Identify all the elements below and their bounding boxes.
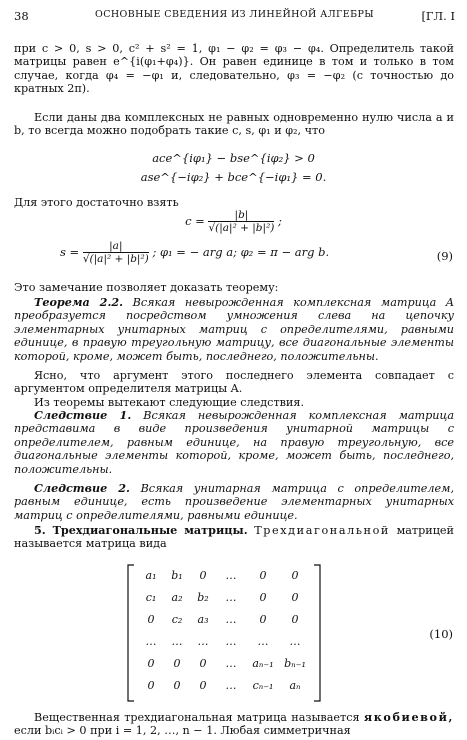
section-5-term: Трехдиагональной bbox=[254, 524, 390, 537]
page-number: 38 bbox=[14, 9, 29, 23]
corollary-2-text: Всякая унитарная матрица с определителем, равным единице, есть произведение элементарных унитарных матриц с определителями, равными единице. bbox=[14, 482, 454, 522]
matrix-cell: … bbox=[289, 635, 301, 648]
paragraph-7 bbox=[14, 711, 454, 738]
eq3-tail: ; bbox=[278, 214, 282, 228]
equation-2: ase^{−iφ₂} + bce^{−iφ₁} = 0. bbox=[140, 170, 327, 184]
section-5-heading: 5. Трехдиагональные матрицы. bbox=[34, 523, 248, 537]
equation-1: ace^{iφ₁} − bse^{iφ₂} > 0 bbox=[152, 151, 315, 165]
matrix-cell: … bbox=[225, 657, 237, 670]
equation-4 bbox=[60, 240, 400, 266]
matrix-cell: b₁ bbox=[171, 569, 183, 582]
equation-number-9: (9) bbox=[436, 249, 453, 263]
matrix-cell: 0 bbox=[199, 657, 207, 670]
paragraph-6: Из теоремы вытекают следующие следствия. bbox=[34, 396, 305, 409]
theorem-2-2 bbox=[14, 296, 454, 363]
matrix-cell: … bbox=[225, 591, 237, 604]
paragraph-4: Это замечание позволяет доказать теорему: bbox=[14, 281, 279, 294]
matrix-cell: … bbox=[225, 679, 237, 692]
eq4-lhs: s = bbox=[60, 245, 80, 259]
matrix-cell: … bbox=[197, 635, 209, 648]
eq4-denominator: √(|a|² + |b|²) bbox=[82, 253, 149, 265]
corollary-1 bbox=[14, 409, 454, 476]
matrix-cell: 0 bbox=[291, 613, 299, 626]
matrix-cell: a₃ bbox=[197, 613, 209, 626]
running-header bbox=[14, 9, 455, 25]
matrix-cell: cₙ₋₁ bbox=[252, 679, 274, 692]
matrix-cell: … bbox=[225, 569, 237, 582]
matrix-cell: a₂ bbox=[171, 591, 183, 604]
theorem-label: Теорема 2.2. bbox=[34, 295, 124, 309]
corollary-2-label: Следствие 2. bbox=[34, 481, 130, 495]
matrix-cell: 0 bbox=[173, 657, 181, 670]
matrix-cell: 0 bbox=[259, 569, 267, 582]
matrix-cell: 0 bbox=[173, 679, 181, 692]
paragraph-7-pre: Вещественная трехдиагональная матрица называется bbox=[34, 711, 360, 724]
matrix-cell: 0 bbox=[291, 569, 299, 582]
section-5-rest: матрицей называется матрица вида bbox=[14, 524, 455, 551]
matrix-cell: 0 bbox=[291, 591, 299, 604]
eq3-fraction bbox=[208, 209, 274, 235]
matrix-cell: a₁ bbox=[145, 569, 157, 582]
paragraph-7-post: если bᵢcᵢ > 0 при i = 1, 2, …, n − 1. Любая симметричная bbox=[14, 724, 351, 738]
tridiagonal-matrix bbox=[126, 563, 326, 703]
matrix-cell: aₙ bbox=[289, 679, 301, 692]
matrix-cell: 0 bbox=[147, 613, 155, 626]
paragraph-3: Для этого достаточно взять bbox=[14, 196, 179, 209]
matrix-cell: … bbox=[225, 635, 237, 648]
paragraph-7-term: якобиевой, bbox=[363, 710, 454, 724]
eq3-denominator: √(|a|² + |b|²) bbox=[208, 222, 275, 234]
matrix-cell: 0 bbox=[147, 657, 155, 670]
eq4-fraction bbox=[83, 240, 149, 266]
matrix-cell: 0 bbox=[199, 569, 207, 582]
paragraph-5: Ясно, что аргумент этого последнего элемента совпадает с аргументом определителя матрицы A. bbox=[14, 369, 454, 396]
matrix-cell: bₙ₋₁ bbox=[284, 657, 306, 670]
eq3-lhs: c = bbox=[185, 214, 205, 228]
matrix-cell: 0 bbox=[199, 679, 207, 692]
paragraph-1: при c > 0, s > 0, c² + s² = 1, φ₁ − φ₂ = φ₃ − φ₄. Определитель такой матрицы равен e^{i(φ₁+φ₄)}. Он равен единице в том и только в том случае, когда φ₄ = −φ₁ и, следовательно, φ₃ = −φ₂ (с точностью до кратных 2π). bbox=[14, 42, 454, 96]
paragraph-2: Если даны два комплексных не равных одновременно нулю числа a и b, то всегда можно подобрать такие c, s, φ₁ и φ₂, что bbox=[14, 111, 454, 138]
matrix-cell: c₁ bbox=[145, 591, 157, 604]
matrix-cell: … bbox=[145, 635, 157, 648]
matrix-cell: c₂ bbox=[171, 613, 183, 626]
matrix-cell: … bbox=[225, 613, 237, 626]
matrix-cell: 0 bbox=[259, 613, 267, 626]
equation-3 bbox=[0, 209, 467, 235]
matrix-cell: 0 bbox=[147, 679, 155, 692]
matrix-cell: 0 bbox=[259, 591, 267, 604]
matrix-cell: … bbox=[171, 635, 183, 648]
running-title: ОСНОВНЫЕ СВЕДЕНИЯ ИЗ ЛИНЕЙНОЙ АЛГЕБРЫ bbox=[95, 9, 374, 20]
matrix-cell: aₙ₋₁ bbox=[252, 657, 274, 670]
section-5 bbox=[14, 524, 454, 551]
eq4-numerator: |a| bbox=[83, 240, 149, 253]
eq3-numerator: |b| bbox=[208, 209, 274, 222]
corollary-1-label: Следствие 1. bbox=[34, 408, 132, 422]
corollary-1-text: Всякая невырожденная комплексная матрица представима в виде произведения унитарной матрицы с определителем, равным единице, на правую треугольную, все диагональные элементы которой, кроме, может быть, последнего, положительны. bbox=[14, 409, 454, 476]
equation-number-10: (10) bbox=[429, 627, 453, 641]
matrix-cell: b₂ bbox=[197, 591, 209, 604]
eq4-rest: ; φ₁ = − arg a; φ₂ = π − arg b. bbox=[152, 245, 330, 259]
corollary-2 bbox=[14, 482, 454, 522]
chapter-ref: [ГЛ. I bbox=[421, 9, 455, 23]
theorem-text: Всякая невырожденная комплексная матрица A преобразуется посредством умножения слева на цепочку элементарных унитарных матриц с определителями, равными единице, в правую треугольную матрицу, все диагональные элементы которой, кроме, может быть, последнего, положительны. bbox=[14, 296, 454, 363]
matrix-cell: … bbox=[257, 635, 269, 648]
